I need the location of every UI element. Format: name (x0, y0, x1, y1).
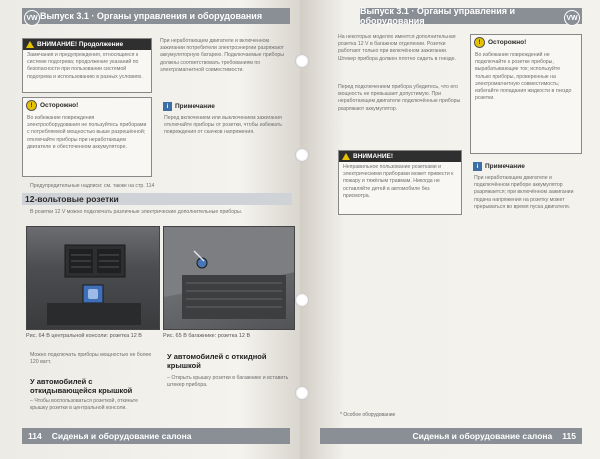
right-header-title: Выпуск 3.1 · Органы управления и оборудования (360, 6, 516, 26)
note-head (160, 100, 290, 113)
vw-logo-icon: VW (564, 10, 580, 26)
top-warning-box (22, 38, 152, 93)
note-label: Примечание (175, 103, 215, 110)
info-square-icon: i (163, 102, 172, 111)
sub-heading-1: У автомобилей с откидывающейся крышкой (30, 377, 133, 395)
left-col2-text: При неработающем двигателе и включенном зажигании потребители электроэнергии разряжают аккумуляторную батарею. Подключаемые приборы должны соответствовать требованиям по электромагнитной совместимости. (160, 38, 285, 73)
caution-label: Осторожно! (40, 102, 79, 109)
section-intro: В розетки 12 V можно подключать различные электрические дополнительные приборы. (30, 209, 243, 215)
body-text-3: – Открыть крышку розетки в багажнике и вставить штекер прибора. (167, 375, 289, 389)
note-box (160, 100, 290, 175)
warning-triangle-icon (342, 153, 350, 160)
caution-head (23, 98, 151, 113)
note-text: Перед включением или выключением зажигания отключайте приборы от розетки, чтобы избежать повреждения от скачков напряжения. (164, 115, 282, 136)
right-page (300, 0, 600, 459)
photo-center-console (26, 226, 160, 330)
top-warning-head (23, 39, 151, 50)
right-caution-text: Во избежание повреждений не подключайте к розетке приборы, вырабатывающие ток; используйте только приборы, проверенные на электромагнитную совместимость; избегайте попадания жидкости в гнездо розетки. (475, 52, 572, 102)
footnote: * Особое оборудование (340, 412, 396, 418)
sub-heading-2: У автомобилей с откидной крышкой (167, 352, 267, 370)
caution-circle-icon: ! (474, 37, 485, 48)
vw-logo-icon: VW (24, 10, 40, 26)
right-col1-text: На некоторых моделях имеется дополнительная розетка 12 V в багажном отделении. Розетки работают только при включённом зажигании. Штекер прибора должен плотно сидеть в гнезде. (338, 34, 456, 62)
info-square-icon: i (473, 162, 482, 171)
left-header (22, 8, 290, 24)
top-warning-text: Замечания и предупреждения, относящиеся к системе подогрева; продолжение указаний по безопасности при пользовании системой подогрева и использованию в разных условиях. (27, 52, 143, 80)
right-footer-title: Сиденья и оборудование салона (412, 431, 553, 441)
binder-hole (295, 386, 309, 400)
right-caution-box (470, 34, 582, 154)
right-note-head (470, 160, 582, 173)
right-col1-text-2: Перед подключением прибора убедитесь, что его мощность не превышает допустимую. При неработающем двигателе подключённые приборы разряжают аккумулятор. (338, 84, 461, 112)
left-header-title: Выпуск 3.1 · Органы управления и оборудования (40, 11, 263, 21)
right-page-number: 115 (562, 431, 576, 441)
binder-hole (295, 293, 309, 307)
binder-hole (295, 148, 309, 162)
photo2-caption: Рис. 65 В багажнике: розетка 12 В (163, 333, 251, 339)
left-footer (22, 428, 290, 444)
right-header (360, 8, 582, 24)
right-warning-label: ВНИМАНИЕ! (353, 153, 394, 160)
warning-triangle-icon (26, 41, 34, 48)
intro-line: Предупредительные надписи: см. также на стр. 114 (30, 183, 155, 189)
right-warning-box (338, 150, 462, 215)
right-note-text: При неработающем двигателе и подключённом приборе аккумулятор разряжается; при включённом зажигании подача напряжения на розетку может прерываться во время пуска двигателя. (474, 175, 574, 210)
top-warning-label: ВНИМАНИЕ! Продолжение (37, 41, 124, 48)
right-caution-label: Осторожно! (488, 39, 527, 46)
right-caution-head (471, 35, 581, 50)
right-warning-text: Неправильное пользование розетками и электрическими приборами может привести к пожару и тяжёлым травмам. Никогда не оставляйте детей в автомобиле без присмотра. (343, 164, 454, 199)
caution-text: Во избежание повреждения электрооборудования не пользуйтесь приборами с потребляемой мощностью выше разрешённой; отключайте приборы при неработающем двигателе и обесточенном аккумуляторе. (27, 115, 147, 150)
body-text-1: Можно подключать приборы мощностью не более 120 ватт. (30, 352, 152, 366)
photo1-caption: Рис. 64 В центральной консоли: розетка 12 В (26, 333, 142, 339)
right-warning-head (339, 151, 461, 162)
caution-box (22, 97, 152, 177)
section-title: 12-вольтовые розетки (22, 193, 292, 205)
binder-hole (295, 54, 309, 68)
left-page-number: 114 (28, 431, 42, 441)
caution-circle-icon: ! (26, 100, 37, 111)
right-footer (320, 428, 582, 444)
body-text-2: – Чтобы воспользоваться розеткой, откиньте крышку розетки в центральной консоли. (30, 398, 138, 412)
right-note-box (470, 160, 582, 240)
right-note-label: Примечание (485, 163, 525, 170)
photo-luggage-socket (163, 226, 295, 330)
console-socket-illustration (27, 227, 160, 330)
left-footer-title: Сиденья и оборудование салона (51, 431, 192, 441)
luggage-socket-illustration (164, 227, 295, 330)
